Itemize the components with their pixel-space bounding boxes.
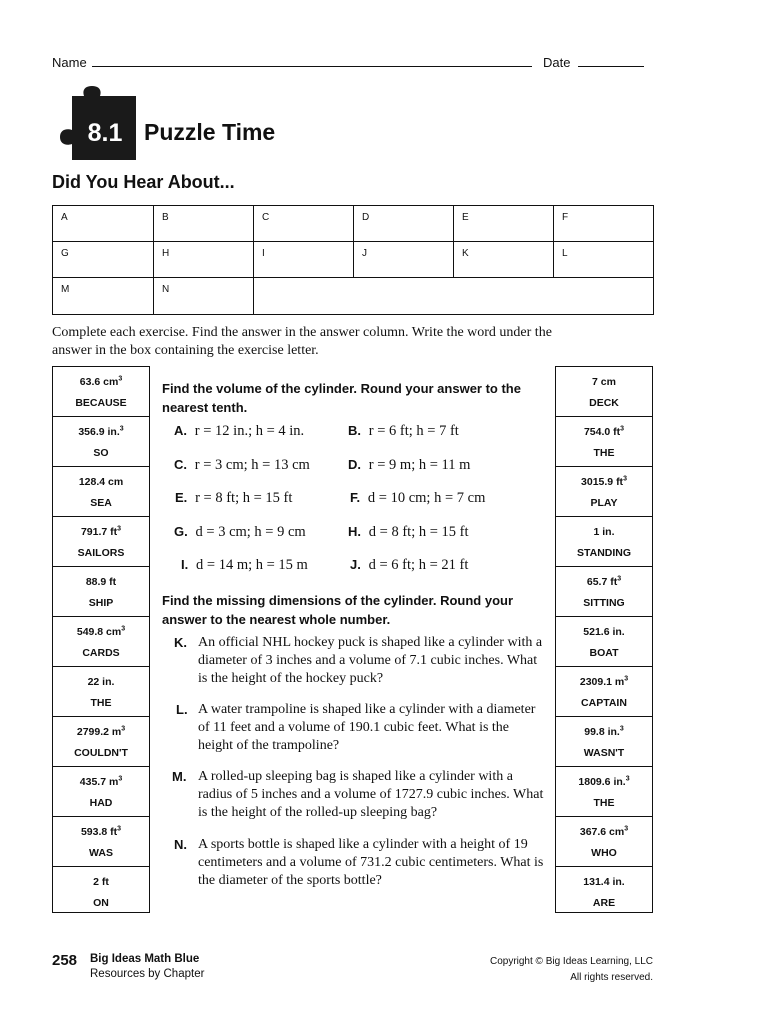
page-number: 258 xyxy=(52,952,78,969)
exercise-g: G. d = 3 cm; h = 9 cm xyxy=(174,524,306,540)
answer-cell: 7 cm DECK xyxy=(556,367,652,417)
exercise-k: K. An official NHL hockey puck is shaped like a cylinder with a diameter of 3 inches and a volume of 7.1 cubic inches. What is the height of the hockey puck? xyxy=(174,635,543,686)
grid-cell-c[interactable]: C xyxy=(254,206,354,242)
answer-cell: 593.8 $ft^3$ WAS xyxy=(53,817,149,867)
dimension-directions: Find the missing dimensions of the cylinder. Round your answer to the nearest whole number. xyxy=(162,593,514,627)
grid-cell-k[interactable]: K xyxy=(454,242,554,278)
grid-cell-a[interactable]: A xyxy=(53,206,154,242)
exercise-e: E. r = 8 ft; h = 15 ft xyxy=(175,490,293,506)
date-blank[interactable] xyxy=(578,55,644,67)
answer-cell: 131.4 in. ARE xyxy=(583,876,625,909)
date-label: Date xyxy=(543,55,571,70)
name-field[interactable] xyxy=(52,55,532,70)
page-title: Puzzle Time xyxy=(144,119,276,145)
grid-cell-f[interactable]: F xyxy=(554,206,653,242)
answer-cell: 63.6 $cm^3$ BECAUSE xyxy=(53,367,149,417)
answer-cell: 99.8 in.$^3$ WASN'T xyxy=(556,717,652,767)
answer-cell: 2 ft ON xyxy=(93,876,109,909)
name-label: Name xyxy=(52,55,87,70)
left-answer-column xyxy=(52,366,150,913)
date-field[interactable] xyxy=(543,55,644,70)
exercise-i: I. d = 14 m; h = 15 m xyxy=(181,557,308,573)
answer-cell: 435.7 $m^3$ HAD xyxy=(53,767,149,817)
answer-cell: 2799.2 $m^3$ COULDN'T xyxy=(53,717,149,767)
grid-cell-m[interactable]: M xyxy=(53,278,154,314)
copyright: Copyright © Big Ideas Learning, LLC All rights reserved. xyxy=(489,956,653,983)
exercise-f: F. d = 10 cm; h = 7 cm xyxy=(350,490,486,506)
answer-cell: 1809.6 in.$^3$ THE xyxy=(556,767,652,817)
instructions: Complete each exercise. Find the answer in the answer column. Write the word under the answer in the box containing the exercise letter. xyxy=(52,325,552,358)
answer-cell: 65.7 $ft^3$ SITTING xyxy=(556,567,652,617)
answer-cell: 3015.9 $ft^3$ PLAY xyxy=(556,467,652,517)
right-answer-column xyxy=(555,366,653,913)
grid-cell-blank xyxy=(254,278,653,314)
answer-grid xyxy=(52,205,654,315)
name-blank[interactable] xyxy=(92,55,532,67)
exercise-b: B. r = 6 ft; h = 7 ft xyxy=(348,423,459,439)
answer-cell: 128.4 cm SEA xyxy=(53,467,149,517)
grid-cell-i[interactable]: I xyxy=(254,242,354,278)
grid-cell-l[interactable]: L xyxy=(554,242,653,278)
riddle-title: Did You Hear About... xyxy=(52,172,235,192)
exercise-m: M. A rolled-up sleeping bag is shaped like a cylinder with a radius of 5 inches and a volume of 1727.9 cubic inches. What is the height of the rolled-up sleeping bag? xyxy=(172,769,544,820)
answer-cell: 1 in. STANDING xyxy=(556,517,652,567)
answer-cell: 2309.1 $m^3$ CAPTAIN xyxy=(556,667,652,717)
grid-cell-d[interactable]: D xyxy=(354,206,454,242)
answer-cell: 549.8 $cm^3$ CARDS xyxy=(53,617,149,667)
grid-cell-e[interactable]: E xyxy=(454,206,554,242)
grid-cell-n[interactable]: N xyxy=(154,278,254,314)
book-title: Big Ideas Math Blue Resources by Chapter xyxy=(90,953,205,980)
exercise-d: D. r = 9 m; h = 11 m xyxy=(348,457,471,473)
answer-cell: 521.6 in. BOAT xyxy=(556,617,652,667)
answer-cell: 356.9 in.$^3$ SO xyxy=(53,417,149,467)
section-number: 8.1 xyxy=(87,119,123,147)
grid-cell-b[interactable]: B xyxy=(154,206,254,242)
exercise-c: C. r = 3 cm; h = 13 cm xyxy=(174,457,310,473)
grid-cell-j[interactable]: J xyxy=(354,242,454,278)
volume-directions: Find the volume of the cylinder. Round your answer to the nearest tenth. xyxy=(162,381,521,415)
answer-cell: 22 in. THE xyxy=(53,667,149,717)
grid-cell-h[interactable]: H xyxy=(154,242,254,278)
exercise-n: N. A sports bottle is shaped like a cylinder with a height of 19 centimeters and a volume of 731.2 cubic centimeters. What is the diameter of the sports bottle? xyxy=(174,837,544,888)
exercise-a: A. r = 12 in.; h = 4 in. xyxy=(174,423,305,439)
grid-cell-g[interactable]: G xyxy=(53,242,154,278)
exercise-h: H. d = 8 ft; h = 15 ft xyxy=(348,524,469,540)
answer-cell: 754.0 $ft^3$ THE xyxy=(556,417,652,467)
exercise-j: J. d = 6 ft; h = 21 ft xyxy=(350,557,469,573)
answer-cell: 791.7 $ft^3$ SAILORS xyxy=(53,517,149,567)
answer-cell: 88.9 ft SHIP xyxy=(53,567,149,617)
answer-cell: 367.6 $cm^3$ WHO xyxy=(556,817,652,867)
exercise-l: L. A water trampoline is shaped like a cylinder with a diameter of 11 feet and a volume of 190.1 cubic feet. What is the height of the trampoline? xyxy=(176,702,536,753)
